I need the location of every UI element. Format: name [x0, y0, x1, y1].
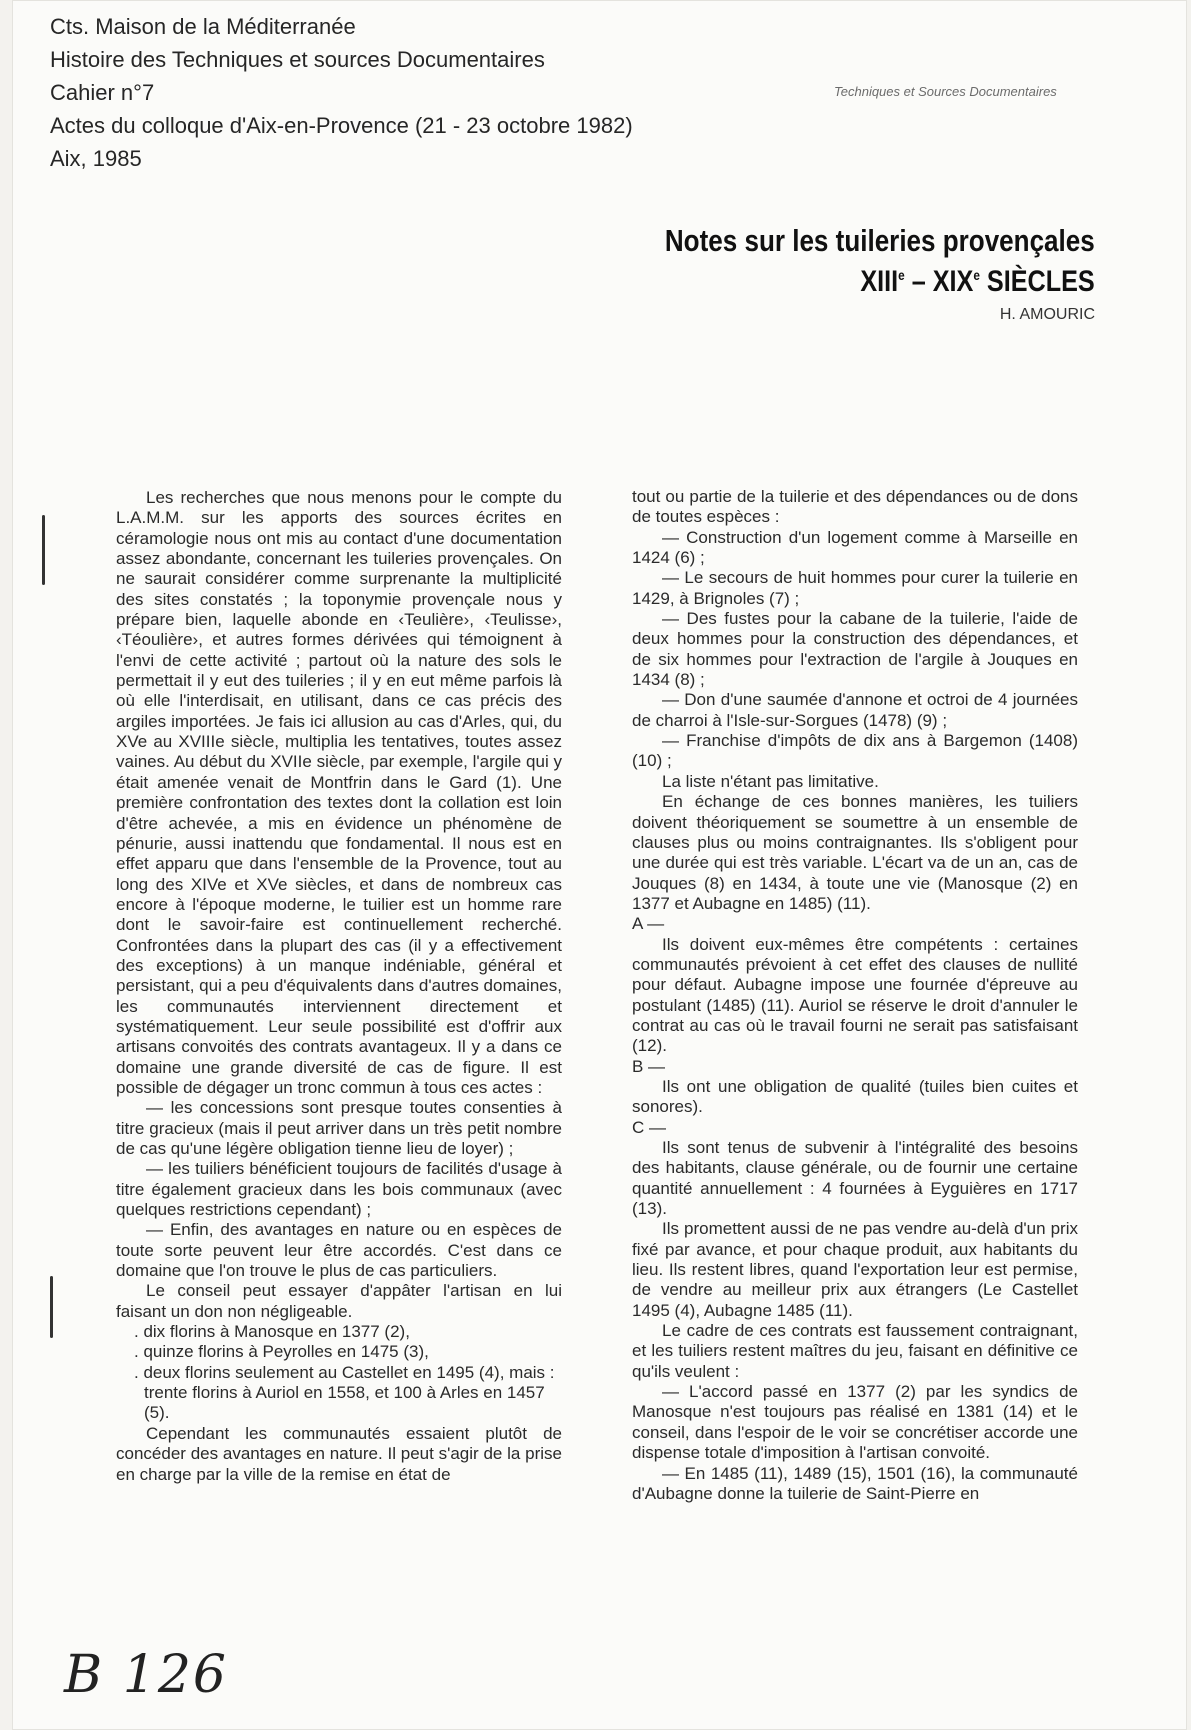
handwritten-line: Histoire des Techniques et sources Documentaires — [50, 47, 545, 72]
paragraph: Ils ont une obligation de qualité (tuiles bien cuites et sonores). — [632, 1076, 1078, 1117]
list-item: — L'accord passé en 1377 (2) par les syndics de Manosque n'est toujours pas réalisé en 1381 (14) et le conseil, dans l'espoir de le voir se concrétiser accorde une dispense totale d'imposition à l'artisan convoité. — [632, 1382, 1078, 1463]
paragraph: Ils doivent eux-mêmes être compétents : certaines communautés prévoient à cet effet des clauses de nullité pour défaut. Aubagne impose une fournée d'épreuve au postulant (1485) (11). Auriol se réserve le droit d'annuler le contrat au cas où le travail fourni ne serait pas satisfaisant (12). — [632, 934, 1078, 1056]
list-item: . deux florins seulement au Castellet en 1495 (4), mais : trente florins à Auriol en 1558, et 100 à Arles en 1457 (5). — [134, 1362, 555, 1423]
list-item: — Franchise d'impôts de dix ans à Bargemon (1408) (10) ; — [632, 731, 1078, 771]
paragraph: tout ou partie de la tuilerie et des dépendances ou de dons de toutes espèces : — [632, 487, 1078, 527]
document-page — [12, 0, 1187, 1730]
article-title — [583, 224, 1095, 299]
list-item: — Don d'une saumée d'annone et octroi de 4 journées de charroi à l'Isle-sur-Sorgues (1478) (9) ; — [632, 690, 1078, 730]
left-text-column — [116, 488, 562, 1485]
paragraph: Le cadre de ces contrats est faussement contraignant, et les tuiliers restent maîtres du jeu, faisant en définitive ce qu'ils veulent : — [632, 1321, 1078, 1381]
list-item: — Construction d'un logement comme à Marseille en 1424 (6) ; — [632, 527, 1078, 568]
paragraph: Ils sont tenus de subvenir à l'intégralité des besoins des habitants, clause générale, ou de fournir une certaine quantité annuellement : 4 fournées à Eyguières en 1717 (13). — [632, 1138, 1078, 1219]
title-line-2: XIIIe – XIXe SIÈCLES — [860, 265, 1095, 298]
paragraph: La liste n'étant pas limitative. — [662, 771, 879, 791]
section-marker: C — — [632, 1117, 666, 1137]
journal-header: Techniques et Sources Documentaires — [834, 84, 1057, 99]
paragraph: Les recherches que nous menons pour le compte du L.A.M.M. sur les apports des sources écrites en céramologie nous ont mis au contact d'une documentation assez abondante, concernant les tuileries provençales. On ne saurait considérer comme surprenante la multiplicité des sites constatés ; la toponymie provençale nous y prépare bien, laquelle abonde en ‹Teulière›, ‹Teulisse›, ‹Téoulière›, et autres formes dérivées qui témoignent à l'envi de cette activité ; partout où la nature des sols le permettait il y eut des tuileries ; il y en eut même parfois là où elle l'interdisait, en utilisant, dans ce cas précis des argiles importées. Je fais ici allusion au cas d'Arles, qui, du XVe au XVIIIe siècle, multiplia les tentatives, toutes assez vaines. Au début du XVIIe siècle, par exemple, l'argile qui y était amenée venait de Montfrin dans le Gard (1). Une première confrontation des textes dont la collation est loin d'être achevée, a mis en évidence un phénomène de pénurie, aussi inattendu que fondamental. Il nous est en effet apparu que dans l'ensemble de la Provence, tout au long des XIVe et XVe siècles, et dans de nombreux cas encore à l'époque moderne, le tuilier est un homme rare dont le savoir-faire est continuellement recherché. Confrontées dans la plupart des cas (il y a effectivement des exceptions) à un manque indéniable, général et persistant, qui a peu d'équivalents dans d'autres domaines, les communautés interviennent directement et systématiquement. Leur seule possibilité est d'offrir aux artisans convoités des contrats avantageux. Il y a dans ce domaine une grande diversité de cas de figure. Il est possible de dégager un tronc commun à tous ces actes : — [116, 488, 562, 1097]
handwritten-line: Aix, 1985 — [50, 146, 142, 171]
handwritten-line: Cahier n°7 — [50, 80, 155, 105]
handwritten-line: Actes du colloque d'Aix-en-Provence (21 - 23 octobre 1982) — [50, 113, 633, 138]
catalog-mark: B 126 — [64, 1645, 228, 1705]
section-marker: B — — [632, 1056, 666, 1076]
paragraph: — les tuiliers bénéficient toujours de facilités d'usage à titre également gracieux dans les bois communaux (avec quelques restrictions cependant) ; — [116, 1159, 562, 1220]
title-line-1: Notes sur les tuileries provençales — [665, 223, 1095, 258]
section-marker: A — — [632, 914, 665, 934]
list-item: — Des fustes pour la cabane de la tuilerie, l'aide de deux hommes pour la construction des dépendances, et de six hommes pour l'extraction de l'argile à Jouques en 1434 (8) ; — [632, 609, 1078, 690]
paragraph: En échange de ces bonnes manières, les tuiliers doivent théoriquement se soumettre à un ensemble de clauses plus ou moins contraignantes. Ils s'obligent pour une durée qui est très variable. L'écart va de un an, cas de Jouques (8) en 1434, à toute une vie (Manosque (2) en 1377 et Aubagne en 1485) (11). — [632, 792, 1078, 913]
paragraph: — les concessions sont presque toutes consenties à titre gracieux (mais il peut arriver dans un très petit nombre de cas qu'une légère obligation tienne lieu de loyer) ; — [116, 1098, 562, 1158]
list-item: — En 1485 (11), 1489 (15), 1501 (16), la communauté d'Aubagne donne la tuilerie de Saint-Pierre en — [632, 1463, 1078, 1503]
handwritten-line: Cts. Maison de la Méditerranée — [50, 14, 356, 39]
paragraph: Cependant les communautés essaient plutôt de concéder des avantages en nature. Il peut s'agir de la prise en charge par la ville de la remise en état de — [116, 1423, 562, 1484]
margin-bracket-mark — [42, 515, 45, 585]
paragraph: Ils promettent aussi de ne pas vendre au-delà d'un prix fixé par avance, et pour chaque produit, aux habitants du lieu. Ils restent libres, quand l'exportation leur est permise, de vendre au meilleur prix aux étrangers (Le Castellet 1495 (4), Aubagne 1485 (11). — [632, 1219, 1078, 1320]
margin-bracket-mark — [50, 1276, 53, 1338]
list-item: . dix florins à Manosque en 1377 (2), — [134, 1322, 410, 1342]
right-text-column — [632, 487, 1078, 1504]
list-item: — Le secours de huit hommes pour curer la tuilerie en 1429, à Brignoles (7) ; — [632, 568, 1078, 608]
author-name: H. AMOURIC — [999, 306, 1095, 323]
list-item: . quinze florins à Peyrolles en 1475 (3), — [134, 1342, 429, 1362]
paragraph: — Enfin, des avantages en nature ou en espèces de toute sorte peuvent leur être accordés. C'est dans ce domaine que l'on trouve le plus de cas particuliers. — [116, 1220, 562, 1281]
handwritten-reference-note — [50, 10, 633, 175]
paragraph: Le conseil peut essayer d'appâter l'artisan en lui faisant un don non négligeable. — [116, 1281, 562, 1321]
